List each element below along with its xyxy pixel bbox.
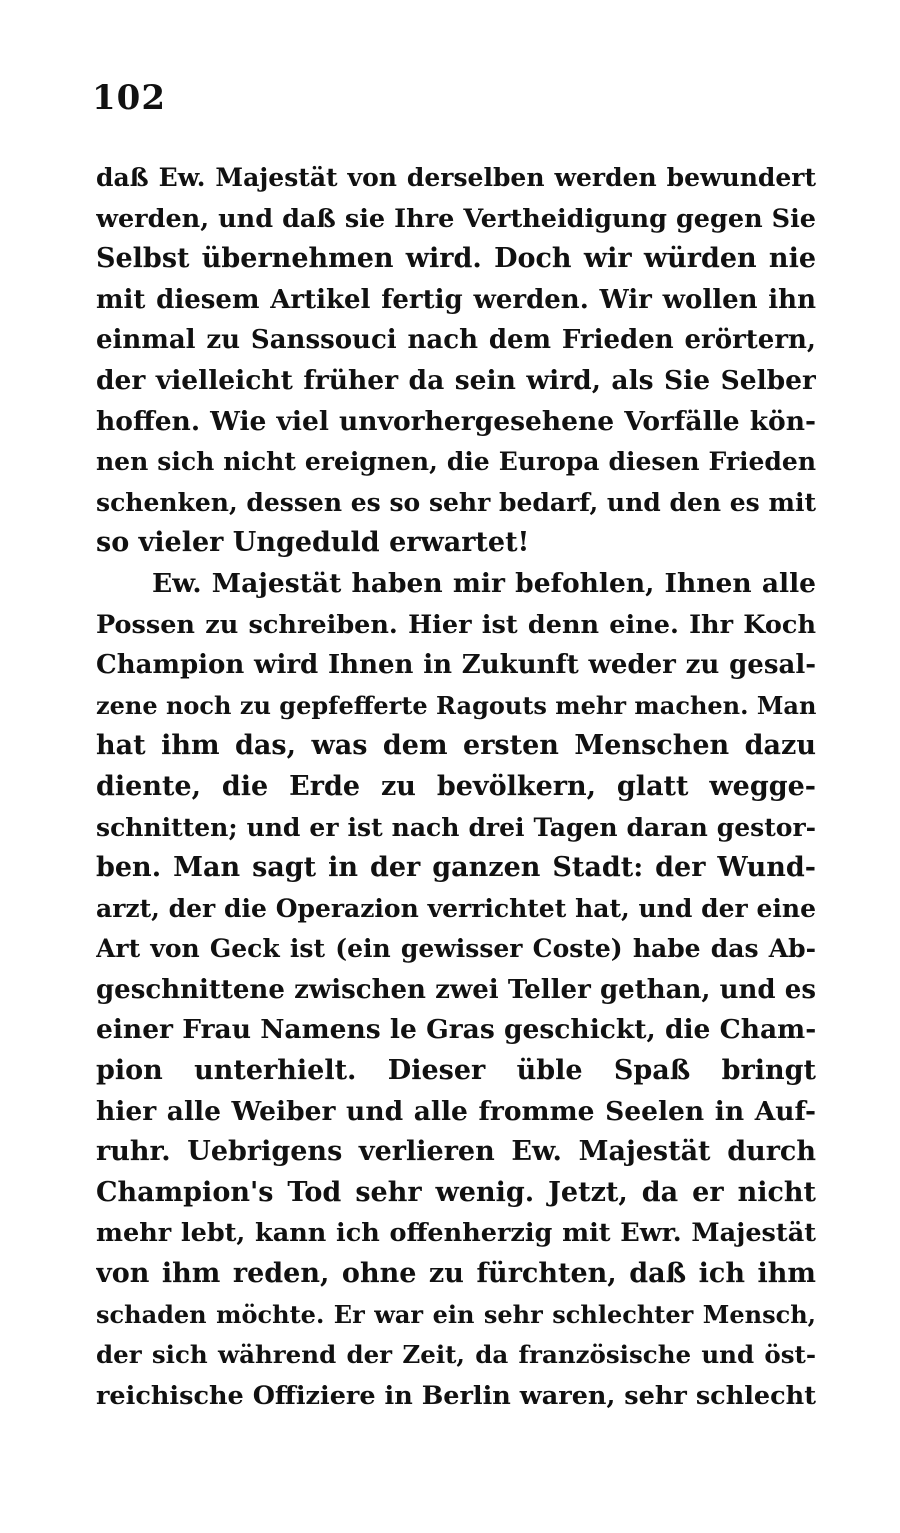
text-line: Art von Geck ist (ein gewisser Coste) habe das Ab-	[96, 934, 816, 964]
text-line: hat ihm das, was dem ersten Menschen dazu	[96, 730, 816, 762]
text-line: Champion wird Ihnen in Zukunft weder zu gesal-	[96, 650, 816, 681]
text-line: schaden möchte. Er war ein sehr schlechter Mensch,	[96, 1299, 816, 1329]
text-line: zene noch zu gepfefferte Ragouts mehr machen. Man	[96, 690, 816, 720]
text-line: einmal zu Sanssouci nach dem Frieden erörtern,	[96, 325, 816, 356]
text-line: diente, die Erde zu bevölkern, glatt wegge-	[96, 770, 816, 802]
text-line: Champion's Tod sehr wenig. Jetzt, da er nicht	[96, 1176, 816, 1208]
text-line: reichische Offiziere in Berlin waren, sehr schlecht	[96, 1380, 816, 1411]
body-text	[96, 158, 816, 1416]
text-line: schenken, dessen es so sehr bedarf, und den es mit	[96, 487, 816, 517]
text-line: pion unterhielt. Dieser üble Spaß bringt	[96, 1055, 816, 1087]
text-line: einer Frau Namens le Gras geschickt, die Cham-	[96, 1014, 816, 1046]
text-line: Selbst übernehmen wird. Doch wir würden nie	[96, 243, 816, 275]
text-line: ruhr. Uebrigens verlieren Ew. Majestät durch	[96, 1136, 816, 1168]
text-line: so vieler Ungeduld erwartet!	[96, 527, 530, 559]
text-line: der vielleicht früher da sein wird, als Sie Selber	[96, 364, 816, 396]
text-line: Ew. Majestät haben mir befohlen, Ihnen alle	[152, 567, 816, 599]
text-line: der sich während der Zeit, da französische und öst-	[96, 1340, 816, 1370]
text-line: ben. Man sagt in der ganzen Stadt: der Wund-	[96, 852, 816, 884]
text-line: werden, und daß sie Ihre Vertheidigung gegen Sie	[96, 203, 816, 234]
text-line: daß Ew. Majestät von derselben werden bewundert	[96, 163, 816, 192]
text-line: mit diesem Artikel fertig werden. Wir wollen ihn	[96, 284, 816, 315]
text-line: Possen zu schreiben. Hier ist denn eine. Ihr Koch	[96, 609, 816, 640]
text-line: hier alle Weiber und alle fromme Seelen in Auf-	[96, 1095, 816, 1127]
text-line: nen sich nicht ereignen, die Europa diesen Frieden	[96, 447, 816, 477]
page-number: 102	[92, 78, 166, 118]
text-line: geschnittene zwischen zwei Teller gethan, und es	[96, 974, 816, 1005]
text-line: mehr lebt, kann ich offenherzig mit Ewr. Majestät	[96, 1218, 816, 1249]
text-line: arzt, der die Operazion verrichtet hat, und der eine	[96, 893, 816, 923]
text-line: schnitten; und er ist nach drei Tagen daran gestor-	[96, 812, 816, 842]
text-line: hoffen. Wie viel unvorhergesehene Vorfälle kön-	[96, 405, 816, 437]
text-line: von ihm reden, ohne zu fürchten, daß ich ihm	[96, 1258, 816, 1290]
